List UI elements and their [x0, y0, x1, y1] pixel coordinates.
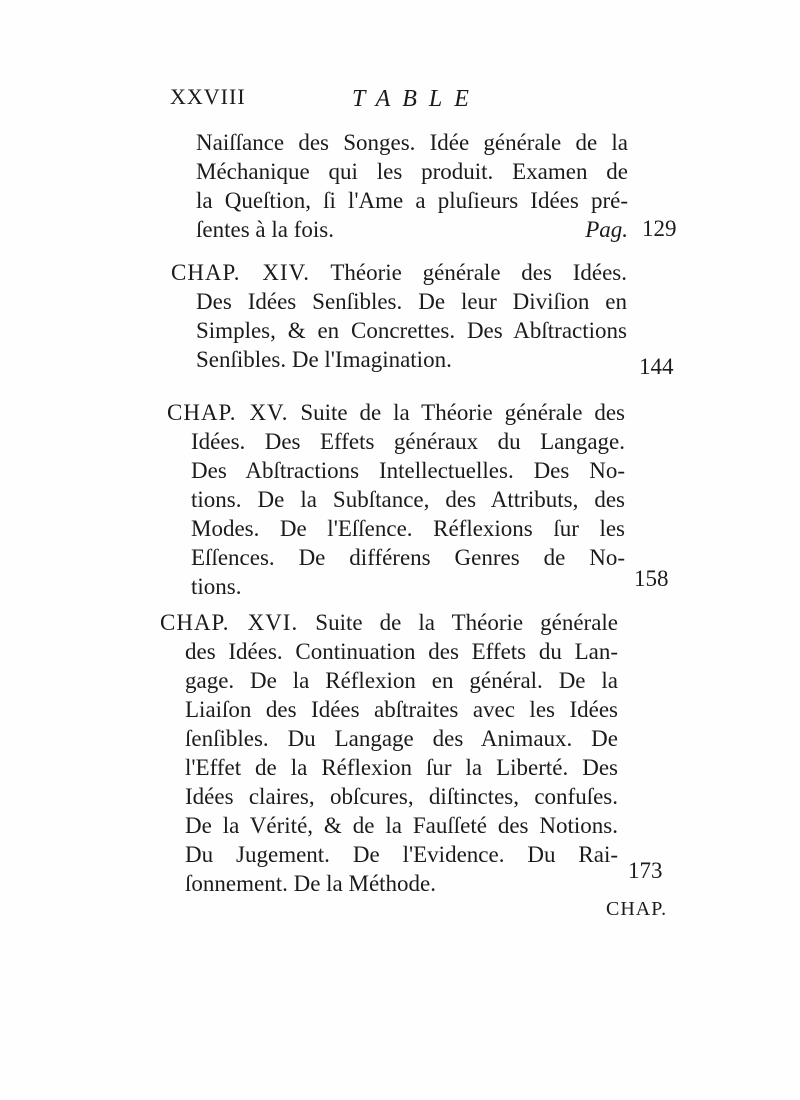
- toc-entry-chap-xv: [167, 398, 625, 601]
- entry-line: tions. De la Subſtance, des Attributs, des: [191, 487, 625, 512]
- catchword: CHAP.: [606, 898, 668, 920]
- page-ref: 129: [642, 216, 677, 241]
- entry-line-text: ſentes à la fois.: [196, 217, 334, 242]
- toc-entry-continuation: [196, 128, 628, 244]
- entry-line: Simples, & en Concrettes. Des Abſtractions: [196, 318, 627, 343]
- entry-line-text: Suite de la Théorie générale: [315, 610, 619, 635]
- chapter-label: CHAP. XIV.: [171, 260, 310, 285]
- entry-line: Senſibles. De l'Imagination.: [196, 347, 452, 372]
- entry-line: ſenſibles. Du Langage des Animaux. De: [185, 726, 618, 751]
- entry-line: gage. De la Réflexion en général. De la: [185, 668, 618, 693]
- entry-line: Modes. De l'Eſſence. Réflexions ſur les: [191, 516, 625, 541]
- entry-line: [171, 258, 627, 287]
- running-head: [0, 84, 800, 114]
- entry-line: ſonnement. De la Méthode.: [185, 871, 437, 896]
- entry-line: l'Effet de la Réflexion ſur la Liberté. Des: [185, 755, 618, 780]
- page-ref: 173: [628, 858, 663, 883]
- toc-entry-chap-xvi: [160, 608, 618, 898]
- entry-line: Idées. Des Effets généraux du Langage.: [191, 429, 625, 454]
- entry-line: des Idées. Continuation des Effets du Lan-: [185, 639, 618, 664]
- chapter-label: CHAP. XV.: [167, 400, 289, 425]
- entry-line-text: Suite de la Théorie générale des: [300, 400, 626, 425]
- entry-line: Eſſences. De différens Genres de No-: [191, 545, 625, 570]
- page-ref: 144: [639, 354, 674, 379]
- entry-line: Naiſſance des Songes. Idée générale de la: [196, 130, 628, 155]
- entry-line-text: Théorie générale des Idées.: [330, 260, 628, 285]
- entry-line: Des Idées Senſibles. De leur Diviſion en: [196, 289, 627, 314]
- page-number: XXVIII: [170, 84, 246, 109]
- entry-line: De la Vérité, & de la Fauſſeté des Notions.: [185, 813, 618, 838]
- running-title: TABLE: [352, 86, 481, 112]
- entry-line: [167, 398, 625, 427]
- toc-entry-chap-xiv: [171, 258, 627, 374]
- page-ref: 158: [634, 566, 669, 591]
- entry-line: Liaiſon des Idées abſtraites avec les Idées: [185, 697, 618, 722]
- entry-line: tions.: [191, 574, 242, 599]
- entry-line: Méchanique qui les produit. Examen de: [196, 159, 628, 184]
- entry-line: Des Abſtractions Intellectuelles. Des No-: [191, 458, 625, 483]
- entry-line: la Queſtion, ſi l'Ame a pluſieurs Idées pré-: [196, 188, 628, 213]
- entry-line: [160, 608, 618, 637]
- entry-line: Du Jugement. De l'Evidence. Du Rai-: [185, 842, 618, 867]
- entry-line: Idées claires, obſcures, diſtinctes, confuſes.: [185, 784, 618, 809]
- chapter-label: CHAP. XVI.: [160, 610, 299, 635]
- pag-label: Pag.: [585, 217, 628, 242]
- entry-line: [196, 215, 628, 244]
